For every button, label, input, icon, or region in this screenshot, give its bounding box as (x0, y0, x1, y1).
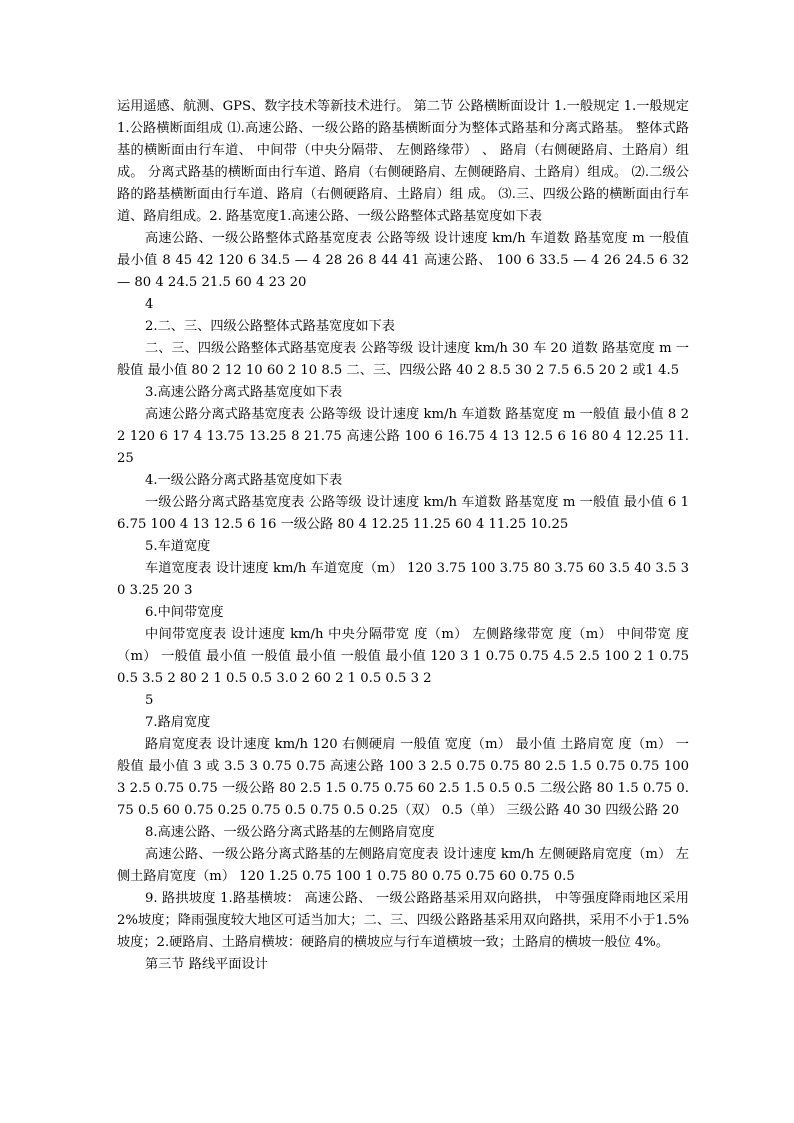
page-number: 5 (145, 693, 154, 708)
section-heading: 2.二、三、四级公路整体式路基宽度如下表 (145, 319, 395, 334)
paragraph-table-lane-width: 车道宽度表 设计速度 km/h 车道宽度（m） 120 3.75 100 3.75 80 3.75 60 3.5 40 3.5 30 3.25 20 3 (117, 561, 689, 598)
page-number: 4 (145, 297, 154, 312)
paragraph-table-class1-separated: 一级公路分离式路基宽度表 公路等级 设计速度 km/h 车道数 路基宽度 m 一般值 最小值 6 16.75 100 4 13 12.5 6 16 一级公路 80 4 12.25 11.25 60 4 11.25 10.25 (117, 495, 689, 532)
section-heading: 7.路肩宽度 (145, 715, 211, 730)
paragraph-table-highway-separated: 高速公路分离式路基宽度表 公路等级 设计速度 km/h 车道数 路基宽度 m 一般值 最小值 8 22 120 6 17 4 13.75 13.25 8 21.75 高速公路 100 6 16.75 4 13 12.5 6 16 80 4 12.25 11.25 (117, 407, 689, 466)
paragraph-table-median-width: 中间带宽度表 设计速度 km/h 中央分隔带宽 度（m） 左侧路缘带宽 度（m） 中间带宽 度 （m） 一般值 最小值 一般值 最小值 一般值 最小值 120 3 1 0.75 0.75 4.5 2.5 100 2 1 0.75 0.5 3.5 2 80 2 1 0.5 0.5 3.0 2 60 2 1 0.5 0.5 3 2 (117, 627, 689, 686)
paragraph-crown-slope: 9. 路拱坡度 1.路基横坡： 高速公路、 一级公路路基采用双向路拱， 中等强度降雨地区采用2%坡度；降雨强度较大地区可适当加大；二、三、四级公路路基采用双向路拱，采用不小于1.5%坡度；2.硬路肩、土路肩横坡：硬路肩的横坡应与行车道横坡一致；土路肩的横坡一般位 4%。 (117, 891, 689, 950)
paragraph-table-left-shoulder: 高速公路、一级公路分离式路基的左侧路肩宽度表 设计速度 km/h 左侧硬路肩宽度（m） 左侧土路肩宽度（m） 120 1.25 0.75 100 1 0.75 80 0.75 0.75 60 0.75 0.5 (117, 847, 689, 884)
section-heading: 3.高速公路分离式路基宽度如下表 (145, 385, 343, 400)
section-heading: 5.车道宽度 (145, 539, 211, 554)
paragraph-table-shoulder-width: 路肩宽度表 设计速度 km/h 120 右侧硬肩 一般值 宽度（m） 最小值 土路肩宽 度（m） 一般值 最小值 3 或 3.5 3 0.75 0.75 高速公路 100 3 2.5 0.75 0.75 80 2.5 1.5 0.75 0.75 100 3 2.5 0.75 0.75 一级公路 80 2.5 1.5 0.75 0.75 60 2.5 1.5 0.5 0.5 二级公路 80 1.5 0.75 0.75 0.5 60 0.75 0.25 0.75 0.5 0.75 0.5 0.25（双） 0.5（单） 三级公路 40 30 四级公路 20 (117, 737, 689, 818)
document-body (117, 96, 689, 976)
paragraph-table-highway-integral: 高速公路、一级公路整体式路基宽度表 公路等级 设计速度 km/h 车道数 路基宽度 m 一般值 最小值 8 45 42 120 6 34.5 — 4 28 26 8 44 41 高速公路、 100 6 33.5 — 4 26 24.5 6 32 — 80 4 24.5 21.5 60 4 23 20 (117, 231, 689, 290)
section-heading: 4.一级公路分离式路基宽度如下表 (145, 473, 343, 488)
section-heading: 8.高速公路、一级公路分离式路基的左侧路肩宽度 (145, 825, 435, 840)
section-heading: 第三节 路线平面设计 (145, 957, 268, 972)
section-heading: 6.中间带宽度 (145, 605, 224, 620)
paragraph-intro: 运用遥感、航测、GPS、数字技术等新技术进行。 第二节 公路横断面设计 1.一般规定 1.一般规定 1.公路横断面组成 ⑴.高速公路、一级公路的路基横断面分为整体式路基和分离式路基。 整体式路基的横断面由行车道、 中间带（中央分隔带、 左侧路缘带） 、 路肩（右侧硬路肩、土路肩）组成。 分离式路基的横断面由行车道、路肩（右侧硬路肩、左侧硬路肩、土路肩）组成。 ⑵.二级公路的路基横断面由行车道、路肩（右侧硬路肩、土路肩）组 成。 ⑶.三、四级公路的横断面由行车道、路肩组成。2. 路基宽度1.高速公路、一级公路整体式路基宽度如下表 (117, 99, 689, 224)
paragraph-table-lower-integral: 二、三、四级公路整体式路基宽度表 公路等级 设计速度 km/h 30 车 20 道数 路基宽度 m 一般值 最小值 80 2 12 10 60 2 10 8.5 二、三、四级公路 40 2 8.5 30 2 7.5 6.5 20 2 或1 4.5 (117, 341, 689, 378)
